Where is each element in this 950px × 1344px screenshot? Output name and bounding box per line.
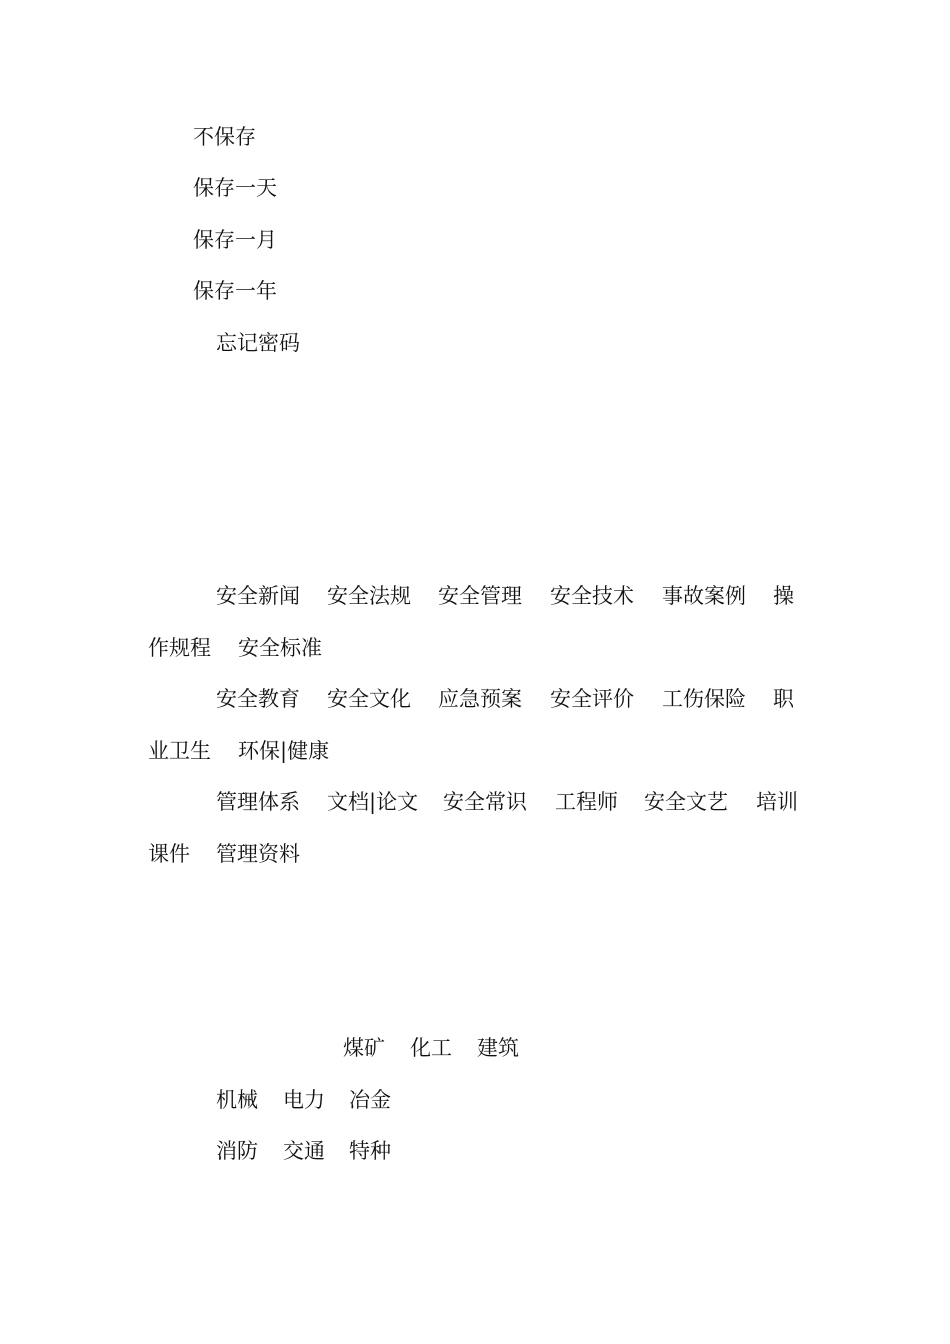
nav-item-safety-law[interactable]: 安全法规 xyxy=(327,584,411,608)
nav-item-training-courseware-part1[interactable]: 培训 xyxy=(756,790,798,814)
industry-special-equipment[interactable]: 特种 xyxy=(349,1139,391,1163)
industry-transportation[interactable]: 交通 xyxy=(283,1139,325,1163)
nav-item-emergency-plans[interactable]: 应急预案 xyxy=(438,687,522,711)
nav-item-safety-management[interactable]: 安全管理 xyxy=(438,584,522,608)
industry-chemical[interactable]: 化工 xyxy=(410,1036,452,1060)
nav-item-occupational-health-part1[interactable]: 职 xyxy=(773,687,794,711)
nav-item-safety-technology[interactable]: 安全技术 xyxy=(550,584,634,608)
industry-metallurgy[interactable]: 冶金 xyxy=(349,1088,391,1112)
industry-coal-mine[interactable]: 煤矿 xyxy=(343,1036,385,1060)
save-option-none[interactable]: 不保存 xyxy=(193,125,256,149)
nav-item-safety-arts[interactable]: 安全文艺 xyxy=(644,790,728,814)
nav-item-operating-procedures-part2[interactable]: 作规程 xyxy=(148,636,211,660)
nav-item-environment-health[interactable]: 环保|健康 xyxy=(238,739,330,763)
nav-item-management-materials[interactable]: 管理资料 xyxy=(216,842,300,866)
nav-item-engineer[interactable]: 工程师 xyxy=(555,790,618,814)
nav-item-injury-insurance[interactable]: 工伤保险 xyxy=(662,687,746,711)
industry-machinery[interactable]: 机械 xyxy=(216,1088,258,1112)
forgot-password-link[interactable]: 忘记密码 xyxy=(216,331,300,355)
nav-item-documents-papers[interactable]: 文档|论文 xyxy=(327,790,419,814)
nav-item-safety-culture[interactable]: 安全文化 xyxy=(327,687,411,711)
nav-item-operating-procedures-part1[interactable]: 操 xyxy=(773,584,794,608)
save-option-year[interactable]: 保存一年 xyxy=(193,279,277,303)
industry-electric-power[interactable]: 电力 xyxy=(283,1088,325,1112)
industry-fire-protection[interactable]: 消防 xyxy=(216,1139,258,1163)
industry-construction[interactable]: 建筑 xyxy=(477,1036,519,1060)
save-option-month[interactable]: 保存一月 xyxy=(193,228,277,252)
nav-item-safety-news[interactable]: 安全新闻 xyxy=(216,584,300,608)
nav-item-safety-evaluation[interactable]: 安全评价 xyxy=(550,687,634,711)
save-option-day[interactable]: 保存一天 xyxy=(193,176,277,200)
nav-item-safety-standards[interactable]: 安全标准 xyxy=(238,636,322,660)
nav-item-safety-education[interactable]: 安全教育 xyxy=(216,687,300,711)
nav-item-occupational-health-part2[interactable]: 业卫生 xyxy=(148,739,211,763)
nav-item-training-courseware-part2[interactable]: 课件 xyxy=(148,842,190,866)
nav-item-accident-cases[interactable]: 事故案例 xyxy=(662,584,746,608)
nav-item-management-system[interactable]: 管理体系 xyxy=(216,790,300,814)
nav-item-safety-knowledge[interactable]: 安全常识 xyxy=(443,790,527,814)
